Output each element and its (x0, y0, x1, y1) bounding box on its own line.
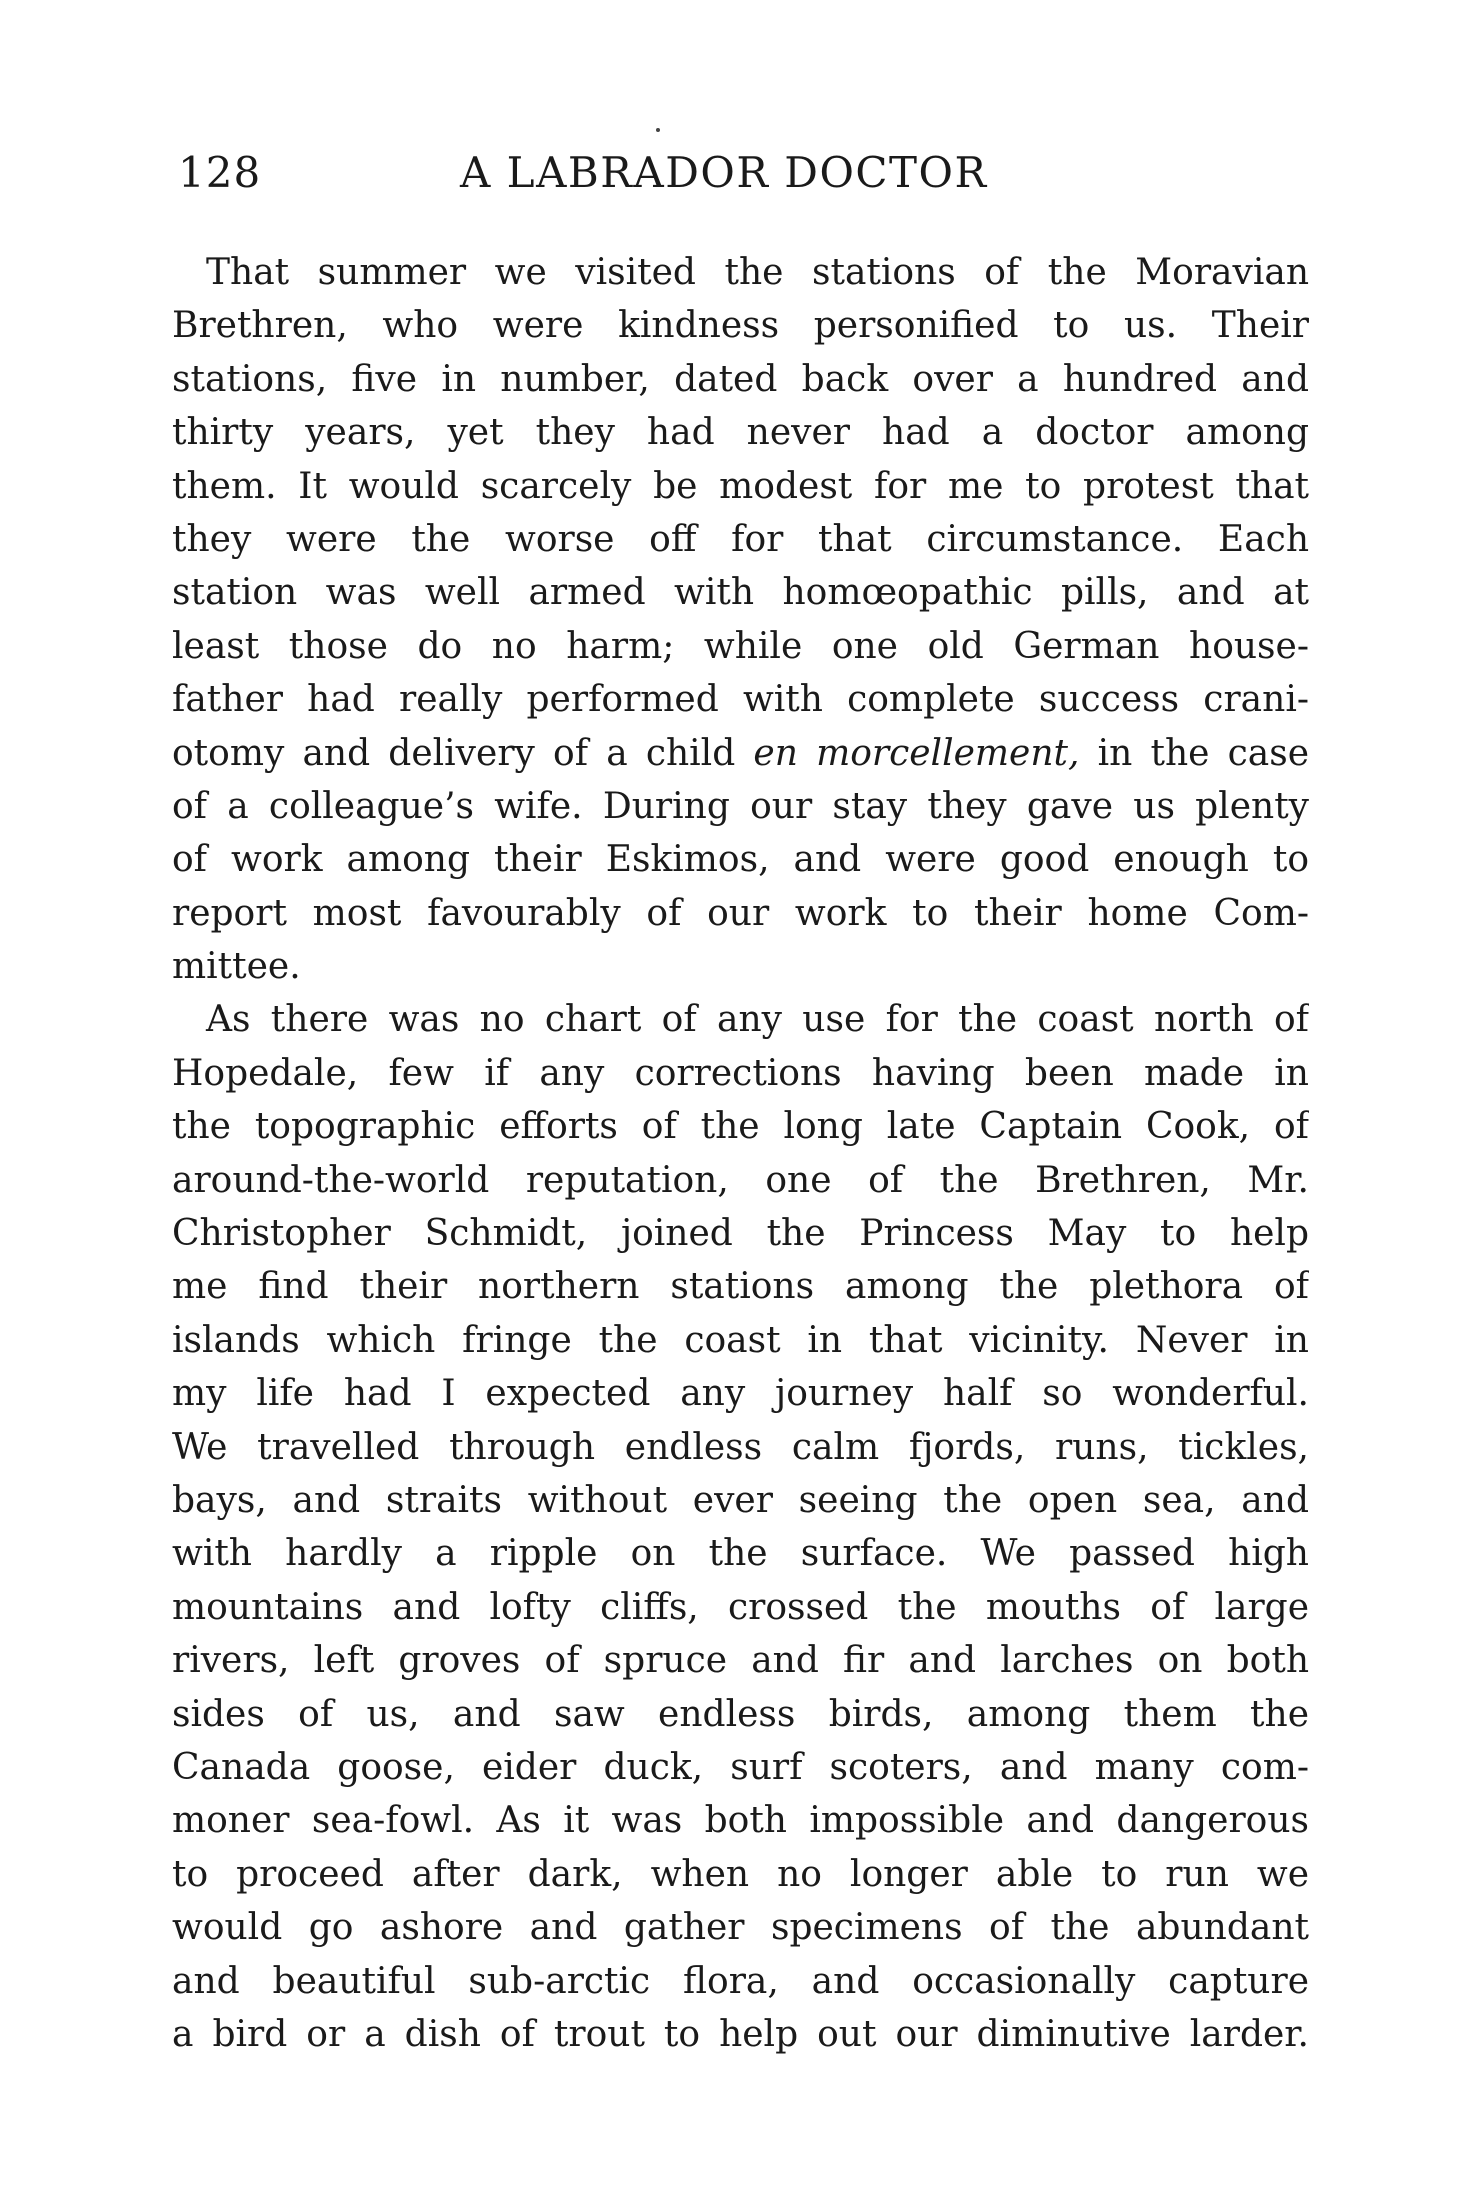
text-line: sides of us, and saw endless birds, among them the (172, 1693, 1309, 1735)
text-line: report most favourably of our work to their home Com- (172, 892, 1309, 934)
text-line: mittee. (172, 946, 301, 988)
text-line: around-the-world reputation, one of the Brethren, Mr. (172, 1159, 1309, 1201)
text-line: bays, and straits without ever seeing the open sea, and (172, 1479, 1309, 1521)
text-line: would go ashore and gather specimens of the abundant (172, 1907, 1309, 1949)
text-line: Hopedale, few if any corrections having been made in (172, 1052, 1309, 1094)
body-text (172, 246, 1309, 2061)
text-line (172, 727, 1309, 780)
text-line: thirty years, yet they had never had a doctor among (172, 412, 1309, 454)
text-line: my life had I expected any journey half so wonderful. (172, 1373, 1309, 1415)
print-speck (656, 128, 660, 132)
text-line: least those do no harm; while one old German house- (172, 625, 1309, 667)
text-line: station was well armed with homœopathic pills, and at (172, 572, 1309, 614)
text-line: with hardly a ripple on the surface. We passed high (172, 1533, 1309, 1575)
paragraph-1 (172, 246, 1309, 993)
text-line: the topographic efforts of the long late Captain Cook, of (172, 1106, 1309, 1148)
text-line: As there was no chart of any use for the coast north of (206, 999, 1309, 1041)
text-line: and beautiful sub-arctic flora, and occasionally capture (172, 1960, 1309, 2002)
text-line: That summer we visited the stations of the Moravian (206, 252, 1309, 293)
text-line: mountains and lofty cliffs, crossed the mouths of large (172, 1586, 1309, 1628)
text-line: Canada goose, eider duck, surf scoters, and many com- (172, 1746, 1309, 1788)
text-segment: otomy and delivery of a child (172, 732, 736, 774)
page-number: 128 (178, 148, 262, 197)
text-line: a bird or a dish of trout to help out our diminutive larder. (172, 2013, 1309, 2055)
italic-phrase: en morcellement, (753, 732, 1080, 774)
text-line: We travelled through endless calm fjords, runs, tickles, (172, 1426, 1309, 1468)
text-line: of work among their Eskimos, and were good enough to (172, 839, 1309, 881)
text-line: they were the worse off for that circumstance. Each (172, 518, 1309, 560)
text-segment: in the case (1097, 732, 1309, 774)
text-line: islands which fringe the coast in that vicinity. Never in (172, 1319, 1309, 1361)
text-line: Christopher Schmidt, joined the Princess May to help (172, 1213, 1309, 1255)
text-line: Brethren, who were kindness personified to us. Their (172, 305, 1309, 347)
text-line: stations, five in number, dated back over a hundred and (172, 358, 1309, 400)
text-line: rivers, left groves of spruce and fir and larches on both (172, 1640, 1309, 1682)
running-head (178, 148, 1313, 208)
text-line: them. It would scarcely be modest for me to protest that (172, 465, 1309, 507)
text-line: father had really performed with complete success crani- (172, 679, 1309, 721)
text-line: to proceed after dark, when no longer able to run we (172, 1853, 1309, 1895)
paragraph-2 (172, 993, 1309, 2061)
text-line: me find their northern stations among the plethora of (172, 1266, 1309, 1308)
running-title: A LABRADOR DOCTOR (460, 148, 988, 197)
text-line: moner sea-fowl. As it was both impossible and dangerous (172, 1800, 1309, 1842)
text-line: of a colleague’s wife. During our stay they gave us plenty (172, 785, 1309, 827)
